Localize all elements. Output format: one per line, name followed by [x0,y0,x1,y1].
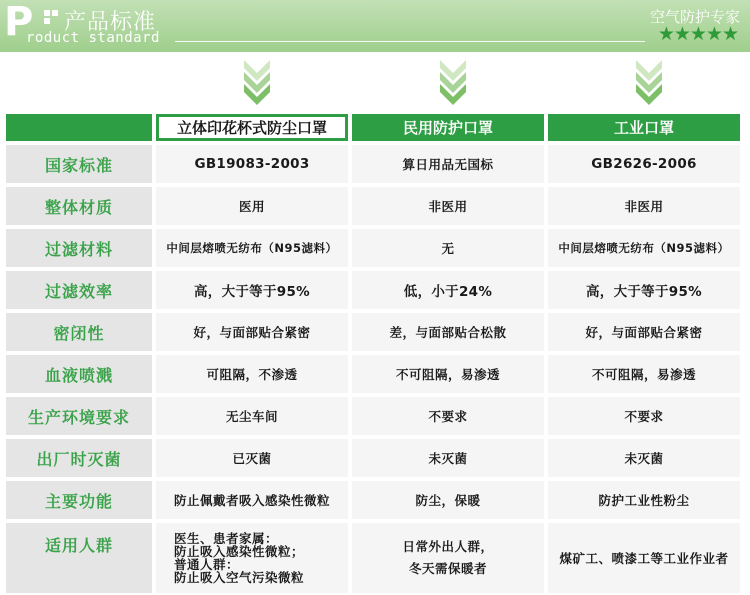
logo-dots-icon [44,10,60,26]
row-label: 出厂时灭菌 [6,439,152,477]
column-header-industrial-mask: 工业口罩 [548,114,740,141]
table-cell: 已灭菌 [156,439,348,477]
row-label: 主要功能 [6,481,152,519]
table-cell: 不可阻隔，易渗透 [352,355,544,393]
table-cell: 未灭菌 [352,439,544,477]
table-cell: 无尘车间 [156,397,348,435]
column-header-cup-mask: 立体印花杯式防尘口罩 [156,114,348,141]
row-label: 密闭性 [6,313,152,351]
table-cell: 中间层熔喷无纺布（N95滤料） [156,229,348,267]
table-cell: 可阻隔，不渗透 [156,355,348,393]
table-cell: 不可阻隔，易渗透 [548,355,740,393]
table-cell-multiline [156,523,348,593]
logo-letter: P [4,0,34,45]
rating-stars: ★★★★★ [657,23,738,45]
column-header-civil-mask: 民用防护口罩 [352,114,544,141]
cell-line: 冬天需保暖者 [408,561,487,576]
table-corner [6,114,152,141]
table-cell: 不要求 [352,397,544,435]
table-cell: GB19083-2003 [156,145,348,183]
table-cell: 好，与面部贴合紧密 [156,313,348,351]
table-cell: 好，与面部贴合紧密 [548,313,740,351]
cell-line: 普通人群： [174,557,240,572]
table-cell: 防尘，保暖 [352,481,544,519]
row-label: 适用人群 [6,523,152,593]
cell-line: 日常外出人群， [402,539,494,554]
table-cell: 防护工业性粉尘 [548,481,740,519]
title-divider [175,41,645,42]
chevron-down-icon [436,56,470,110]
row-label: 整体材质 [6,187,152,225]
table-cell: GB2626-2006 [548,145,740,183]
table-cell-multiline [352,523,544,593]
row-label: 过滤效率 [6,271,152,309]
table-cell: 未灭菌 [548,439,740,477]
cell-line: 医生、患者家属： [174,531,279,546]
table-cell: 非医用 [352,187,544,225]
chevron-down-icon [240,56,274,110]
table-cell: 不要求 [548,397,740,435]
tagline: 空气防护专家 [649,8,740,26]
cell-line: 防止吸入感染性微粒； [174,544,305,559]
table-cell: 高，大于等于95% [548,271,740,309]
cell-line: 防止吸入空气污染微粒 [174,570,305,585]
table-cell: 中间层熔喷无纺布（N95滤料） [548,229,740,267]
chevron-down-icon [632,56,666,110]
row-label: 生产环境要求 [6,397,152,435]
table-cell: 低，小于24% [352,271,544,309]
title-english: roduct standard [26,30,160,46]
table-cell: 防止佩戴者吸入感染性微粒 [156,481,348,519]
table-cell: 无 [352,229,544,267]
table-cell: 算日用品无国标 [352,145,544,183]
table-cell: 差，与面部贴合松散 [352,313,544,351]
title-chinese: 产品标准 [64,10,157,35]
row-label: 血液喷溅 [6,355,152,393]
row-label: 国家标准 [6,145,152,183]
table-cell: 非医用 [548,187,740,225]
table-cell: 医用 [156,187,348,225]
row-label: 过滤材料 [6,229,152,267]
comparison-table [6,114,740,593]
table-cell: 煤矿工、喷漆工等工业作业者 [548,523,740,593]
header-banner [0,0,750,52]
table-cell: 高，大于等于95% [156,271,348,309]
